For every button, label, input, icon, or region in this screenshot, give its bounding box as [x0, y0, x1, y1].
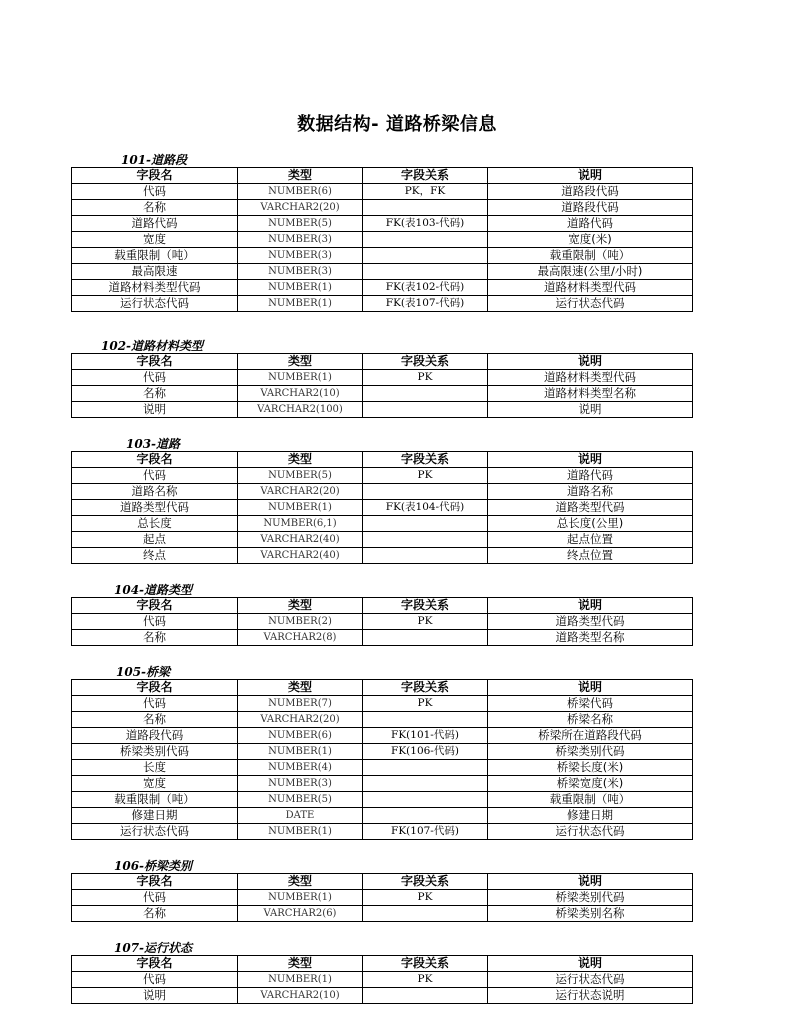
table-row [72, 696, 693, 712]
header-field-name: 字段名 [72, 680, 238, 696]
schema-table [71, 597, 693, 646]
table-row [72, 484, 693, 500]
table-header-row [72, 956, 693, 972]
table-header-row [72, 452, 693, 468]
type-cell: NUMBER(1) [238, 890, 363, 906]
type-cell: VARCHAR2(40) [238, 532, 363, 548]
type-cell: NUMBER(1) [238, 500, 363, 516]
relation-cell [363, 808, 488, 824]
schema-table [71, 451, 693, 564]
relation-cell: PK [363, 972, 488, 988]
relation-cell [363, 988, 488, 1004]
description-cell: 起点位置 [488, 532, 693, 548]
header-relation: 字段关系 [363, 168, 488, 184]
description-cell: 道路段代码 [488, 184, 693, 200]
description-cell: 桥梁宽度(米) [488, 776, 693, 792]
type-cell: NUMBER(5) [238, 216, 363, 232]
table-name: 104-道路类型 [114, 583, 193, 597]
type-cell: NUMBER(1) [238, 370, 363, 386]
type-cell: VARCHAR2(20) [238, 200, 363, 216]
type-cell: NUMBER(6) [238, 184, 363, 200]
table-row [72, 532, 693, 548]
field-name-cell: 名称 [72, 630, 238, 646]
header-type: 类型 [238, 956, 363, 972]
relation-cell [363, 516, 488, 532]
description-cell: 桥梁所在道路段代码 [488, 728, 693, 744]
table-header-row [72, 168, 693, 184]
relation-cell [363, 712, 488, 728]
description-cell: 道路类型代码 [488, 500, 693, 516]
table-row [72, 890, 693, 906]
field-name-cell: 道路类型代码 [72, 500, 238, 516]
type-cell: NUMBER(3) [238, 776, 363, 792]
relation-cell: PK [363, 890, 488, 906]
description-cell: 运行状态说明 [488, 988, 693, 1004]
field-name-cell: 最高限速 [72, 264, 238, 280]
type-cell: NUMBER(3) [238, 232, 363, 248]
type-cell: VARCHAR2(20) [238, 712, 363, 728]
relation-cell: PK，FK [363, 184, 488, 200]
type-cell: VARCHAR2(20) [238, 484, 363, 500]
description-cell: 道路代码 [488, 468, 693, 484]
type-cell: VARCHAR2(100) [238, 402, 363, 418]
type-cell: NUMBER(2) [238, 614, 363, 630]
relation-cell [363, 548, 488, 564]
table-row [72, 614, 693, 630]
table-header-row [72, 680, 693, 696]
header-type: 类型 [238, 168, 363, 184]
relation-cell: FK(表107-代码) [363, 296, 488, 312]
type-cell: NUMBER(1) [238, 744, 363, 760]
table-header-row [72, 354, 693, 370]
field-name-cell: 名称 [72, 386, 238, 402]
field-name-cell: 代码 [72, 468, 238, 484]
header-type: 类型 [238, 874, 363, 890]
header-description: 说明 [488, 168, 693, 184]
description-cell: 运行状态代码 [488, 972, 693, 988]
field-name-cell: 说明 [72, 988, 238, 1004]
relation-cell [363, 232, 488, 248]
description-cell: 道路类型名称 [488, 630, 693, 646]
table-row [72, 248, 693, 264]
table-row [72, 232, 693, 248]
description-cell: 最高限速(公里/小时) [488, 264, 693, 280]
page-title: 数据结构- 道路桥梁信息 [297, 114, 497, 135]
field-name-cell: 修建日期 [72, 808, 238, 824]
table-row [72, 808, 693, 824]
relation-cell: PK [363, 696, 488, 712]
relation-cell [363, 532, 488, 548]
description-cell: 桥梁名称 [488, 712, 693, 728]
description-cell: 运行状态代码 [488, 824, 693, 840]
field-name-cell: 长度 [72, 760, 238, 776]
type-cell: NUMBER(1) [238, 972, 363, 988]
description-cell: 总长度(公里) [488, 516, 693, 532]
field-name-cell: 运行状态代码 [72, 824, 238, 840]
type-cell: NUMBER(4) [238, 760, 363, 776]
description-cell: 道路材料类型名称 [488, 386, 693, 402]
table-row [72, 630, 693, 646]
description-cell: 终点位置 [488, 548, 693, 564]
field-name-cell: 宽度 [72, 776, 238, 792]
header-description: 说明 [488, 452, 693, 468]
schema-table [71, 167, 693, 312]
table-row [72, 296, 693, 312]
description-cell: 桥梁类别代码 [488, 890, 693, 906]
field-name-cell: 道路名称 [72, 484, 238, 500]
table-row [72, 744, 693, 760]
type-cell: VARCHAR2(40) [238, 548, 363, 564]
table-row [72, 370, 693, 386]
table-row [72, 264, 693, 280]
relation-cell: FK(表104-代码) [363, 500, 488, 516]
table-row [72, 906, 693, 922]
relation-cell [363, 792, 488, 808]
type-cell: NUMBER(7) [238, 696, 363, 712]
header-relation: 字段关系 [363, 680, 488, 696]
table-row [72, 386, 693, 402]
table-row [72, 402, 693, 418]
field-name-cell: 代码 [72, 184, 238, 200]
header-type: 类型 [238, 598, 363, 614]
description-cell: 载重限制（吨） [488, 792, 693, 808]
field-name-cell: 名称 [72, 906, 238, 922]
header-description: 说明 [488, 874, 693, 890]
header-description: 说明 [488, 680, 693, 696]
header-relation: 字段关系 [363, 956, 488, 972]
table-row [72, 184, 693, 200]
description-cell: 说明 [488, 402, 693, 418]
header-type: 类型 [238, 452, 363, 468]
relation-cell [363, 760, 488, 776]
field-name-cell: 代码 [72, 890, 238, 906]
field-name-cell: 桥梁类别代码 [72, 744, 238, 760]
field-name-cell: 总长度 [72, 516, 238, 532]
field-name-cell: 代码 [72, 614, 238, 630]
table-name: 107-运行状态 [114, 941, 193, 955]
header-description: 说明 [488, 354, 693, 370]
type-cell: NUMBER(3) [238, 248, 363, 264]
type-cell: NUMBER(6,1) [238, 516, 363, 532]
relation-cell [363, 386, 488, 402]
header-description: 说明 [488, 956, 693, 972]
description-cell: 道路段代码 [488, 200, 693, 216]
relation-cell [363, 248, 488, 264]
description-cell: 宽度(米) [488, 232, 693, 248]
type-cell: VARCHAR2(8) [238, 630, 363, 646]
description-cell: 道路代码 [488, 216, 693, 232]
description-cell: 修建日期 [488, 808, 693, 824]
schema-table [71, 873, 693, 922]
relation-cell: FK(表102-代码) [363, 280, 488, 296]
type-cell: DATE [238, 808, 363, 824]
table-row [72, 824, 693, 840]
table-row [72, 972, 693, 988]
table-row [72, 516, 693, 532]
field-name-cell: 名称 [72, 712, 238, 728]
type-cell: NUMBER(1) [238, 280, 363, 296]
schema-table [71, 353, 693, 418]
table-name: 106-桥梁类别 [114, 859, 193, 873]
description-cell: 桥梁类别名称 [488, 906, 693, 922]
header-relation: 字段关系 [363, 874, 488, 890]
description-cell: 桥梁长度(米) [488, 760, 693, 776]
relation-cell [363, 776, 488, 792]
type-cell: NUMBER(5) [238, 468, 363, 484]
field-name-cell: 宽度 [72, 232, 238, 248]
type-cell: NUMBER(3) [238, 264, 363, 280]
description-cell: 道路材料类型代码 [488, 280, 693, 296]
table-name: 105-桥梁 [116, 665, 171, 679]
table-row [72, 760, 693, 776]
header-field-name: 字段名 [72, 956, 238, 972]
field-name-cell: 代码 [72, 696, 238, 712]
field-name-cell: 说明 [72, 402, 238, 418]
table-row [72, 500, 693, 516]
header-field-name: 字段名 [72, 452, 238, 468]
description-cell: 桥梁类别代码 [488, 744, 693, 760]
relation-cell [363, 200, 488, 216]
table-row [72, 468, 693, 484]
field-name-cell: 终点 [72, 548, 238, 564]
description-cell: 道路名称 [488, 484, 693, 500]
type-cell: NUMBER(5) [238, 792, 363, 808]
description-cell: 道路类型代码 [488, 614, 693, 630]
description-cell: 载重限制（吨） [488, 248, 693, 264]
description-cell: 运行状态代码 [488, 296, 693, 312]
field-name-cell: 载重限制（吨） [72, 792, 238, 808]
description-cell: 道路材料类型代码 [488, 370, 693, 386]
field-name-cell: 载重限制（吨） [72, 248, 238, 264]
table-header-row [72, 598, 693, 614]
header-relation: 字段关系 [363, 354, 488, 370]
header-field-name: 字段名 [72, 354, 238, 370]
header-relation: 字段关系 [363, 598, 488, 614]
table-row [72, 776, 693, 792]
table-row [72, 988, 693, 1004]
relation-cell [363, 402, 488, 418]
type-cell: NUMBER(1) [238, 296, 363, 312]
type-cell: VARCHAR2(10) [238, 988, 363, 1004]
type-cell: VARCHAR2(10) [238, 386, 363, 402]
relation-cell: FK(107-代码) [363, 824, 488, 840]
schema-table [71, 955, 693, 1004]
header-field-name: 字段名 [72, 168, 238, 184]
relation-cell: PK [363, 614, 488, 630]
description-cell: 桥梁代码 [488, 696, 693, 712]
relation-cell [363, 484, 488, 500]
table-row [72, 728, 693, 744]
relation-cell: PK [363, 370, 488, 386]
table-row [72, 792, 693, 808]
table-row [72, 216, 693, 232]
header-field-name: 字段名 [72, 598, 238, 614]
relation-cell [363, 630, 488, 646]
field-name-cell: 道路代码 [72, 216, 238, 232]
header-type: 类型 [238, 354, 363, 370]
field-name-cell: 道路段代码 [72, 728, 238, 744]
field-name-cell: 名称 [72, 200, 238, 216]
relation-cell: FK(106-代码) [363, 744, 488, 760]
relation-cell: FK(101-代码) [363, 728, 488, 744]
field-name-cell: 起点 [72, 532, 238, 548]
header-field-name: 字段名 [72, 874, 238, 890]
table-row [72, 280, 693, 296]
field-name-cell: 代码 [72, 370, 238, 386]
table-name: 103-道路 [126, 437, 181, 451]
type-cell: VARCHAR2(6) [238, 906, 363, 922]
header-description: 说明 [488, 598, 693, 614]
relation-cell [363, 906, 488, 922]
type-cell: NUMBER(1) [238, 824, 363, 840]
relation-cell: FK(表103-代码) [363, 216, 488, 232]
table-header-row [72, 874, 693, 890]
table-name: 102-道路材料类型 [101, 339, 204, 353]
field-name-cell: 道路材料类型代码 [72, 280, 238, 296]
table-row [72, 200, 693, 216]
header-type: 类型 [238, 680, 363, 696]
schema-table [71, 679, 693, 840]
table-row [72, 548, 693, 564]
relation-cell [363, 264, 488, 280]
relation-cell: PK [363, 468, 488, 484]
type-cell: NUMBER(6) [238, 728, 363, 744]
table-name: 101-道路段 [121, 153, 188, 167]
field-name-cell: 运行状态代码 [72, 296, 238, 312]
table-row [72, 712, 693, 728]
field-name-cell: 代码 [72, 972, 238, 988]
header-relation: 字段关系 [363, 452, 488, 468]
